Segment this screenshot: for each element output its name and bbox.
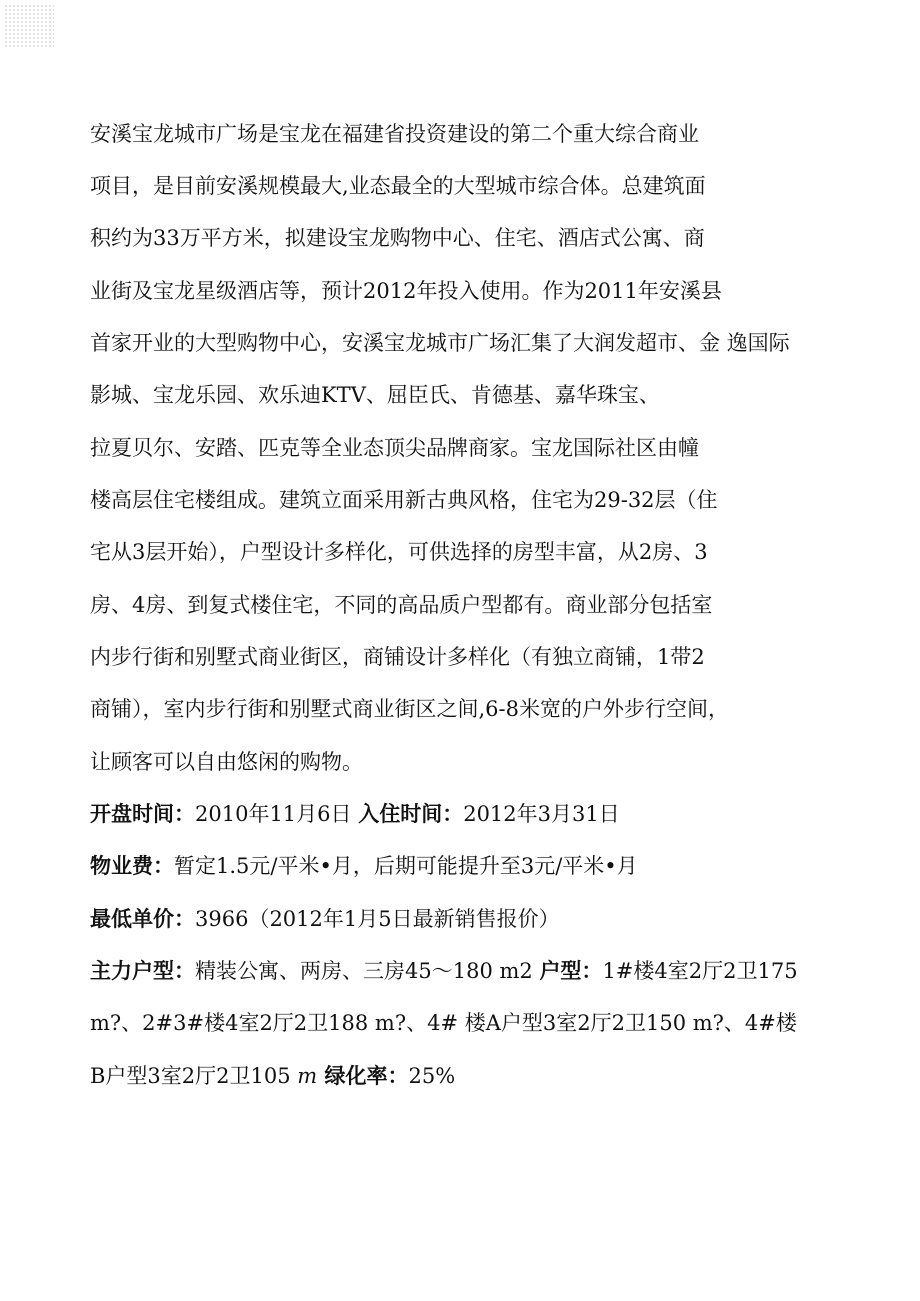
- checkin-value: 2012年3月31日: [463, 802, 620, 826]
- paragraph-line: 拉夏贝尔、安踏、匹克等全业态顶尖品牌商家。宝龙国际社区由幢: [90, 436, 699, 460]
- property-fee-value: 暂定1.5元/平米•月，后期可能提升至3元/平米•月: [174, 854, 638, 878]
- property-fee-label: 物业费：: [90, 853, 174, 878]
- paragraph-line: 让顾客可以自由悠闲的购物。: [90, 750, 363, 774]
- paragraph-line: 业街及宝龙星级酒店等，预计2012年投入使用。作为2011年安溪县: [90, 279, 722, 303]
- paragraph-line: 宅从3层开始），户型设计多样化，可供选择的房型丰富，从2房、3: [90, 540, 708, 564]
- checkin-label: 入住时间：: [358, 801, 464, 826]
- unit-types-line-3: [90, 1061, 455, 1091]
- paragraph-line: 房、4房、到复式楼住宅，不同的高品质户型都有。商业部分包括室: [90, 593, 713, 617]
- unit-types-label2: 户型：: [539, 958, 603, 983]
- green-ratio-label: 绿化率：: [317, 1063, 409, 1088]
- opening-value: 2010年11月6日: [195, 802, 359, 826]
- min-price-line: [90, 904, 560, 934]
- unit-types-line3-start: B户型3室2厅2卫105: [90, 1064, 298, 1088]
- paragraph-line: 商铺），室内步行街和别墅式商业街区之间,6-8米宽的户外步行空间，: [90, 697, 729, 721]
- opening-label: 开盘时间：: [90, 801, 195, 826]
- paragraph-line: 首家开业的大型购物中心，安溪宝龙城市广场汇集了大润发超市、金 逸国际: [90, 331, 790, 355]
- unit-types-line: [90, 956, 798, 986]
- paragraph-line: 积约为33万平方米，拟建设宝龙购物中心、住宅、酒店式公寓、商: [90, 226, 705, 250]
- paragraph-line: 楼高层住宅楼组成。建筑立面采用新古典风格，住宅为29-32层（住: [90, 488, 718, 512]
- unit-types-value: 精装公寓、两房、三房45～180 m2: [195, 959, 540, 983]
- unit-types-label: 主力户型：: [90, 958, 195, 983]
- min-price-label: 最低单价：: [90, 906, 195, 931]
- paragraph-line: 内步行街和别墅式商业街区，商铺设计多样化（有独立商铺，1带2: [90, 645, 705, 669]
- property-fee-line: [90, 851, 638, 881]
- corner-watermark: [4, 4, 54, 48]
- min-price-value: 3966（2012年1月5日最新销售报价）: [195, 907, 560, 931]
- paragraph-line: 影城、宝龙乐园、欢乐迪KTV、屈臣氏、肯德基、嘉华珠宝、: [90, 383, 660, 407]
- unit-types-line-2: m?、2#3#楼4室2厅2卫188 m?、4# 楼A户型3室2厅2卫150 m?、4#楼: [90, 1011, 797, 1035]
- paragraph-line: 项目，是目前安溪规模最大,业态最全的大型城市综合体。总建筑面: [90, 174, 706, 198]
- area-unit: m: [297, 1064, 318, 1088]
- unit-types-line1-rest: 1#楼4室2厅2卫175: [602, 959, 798, 983]
- opening-line: [90, 799, 620, 829]
- paragraph-line: 安溪宝龙城市广场是宝龙在福建省投资建设的第二个重大综合商业: [90, 122, 699, 146]
- green-ratio-value: 25%: [408, 1064, 456, 1088]
